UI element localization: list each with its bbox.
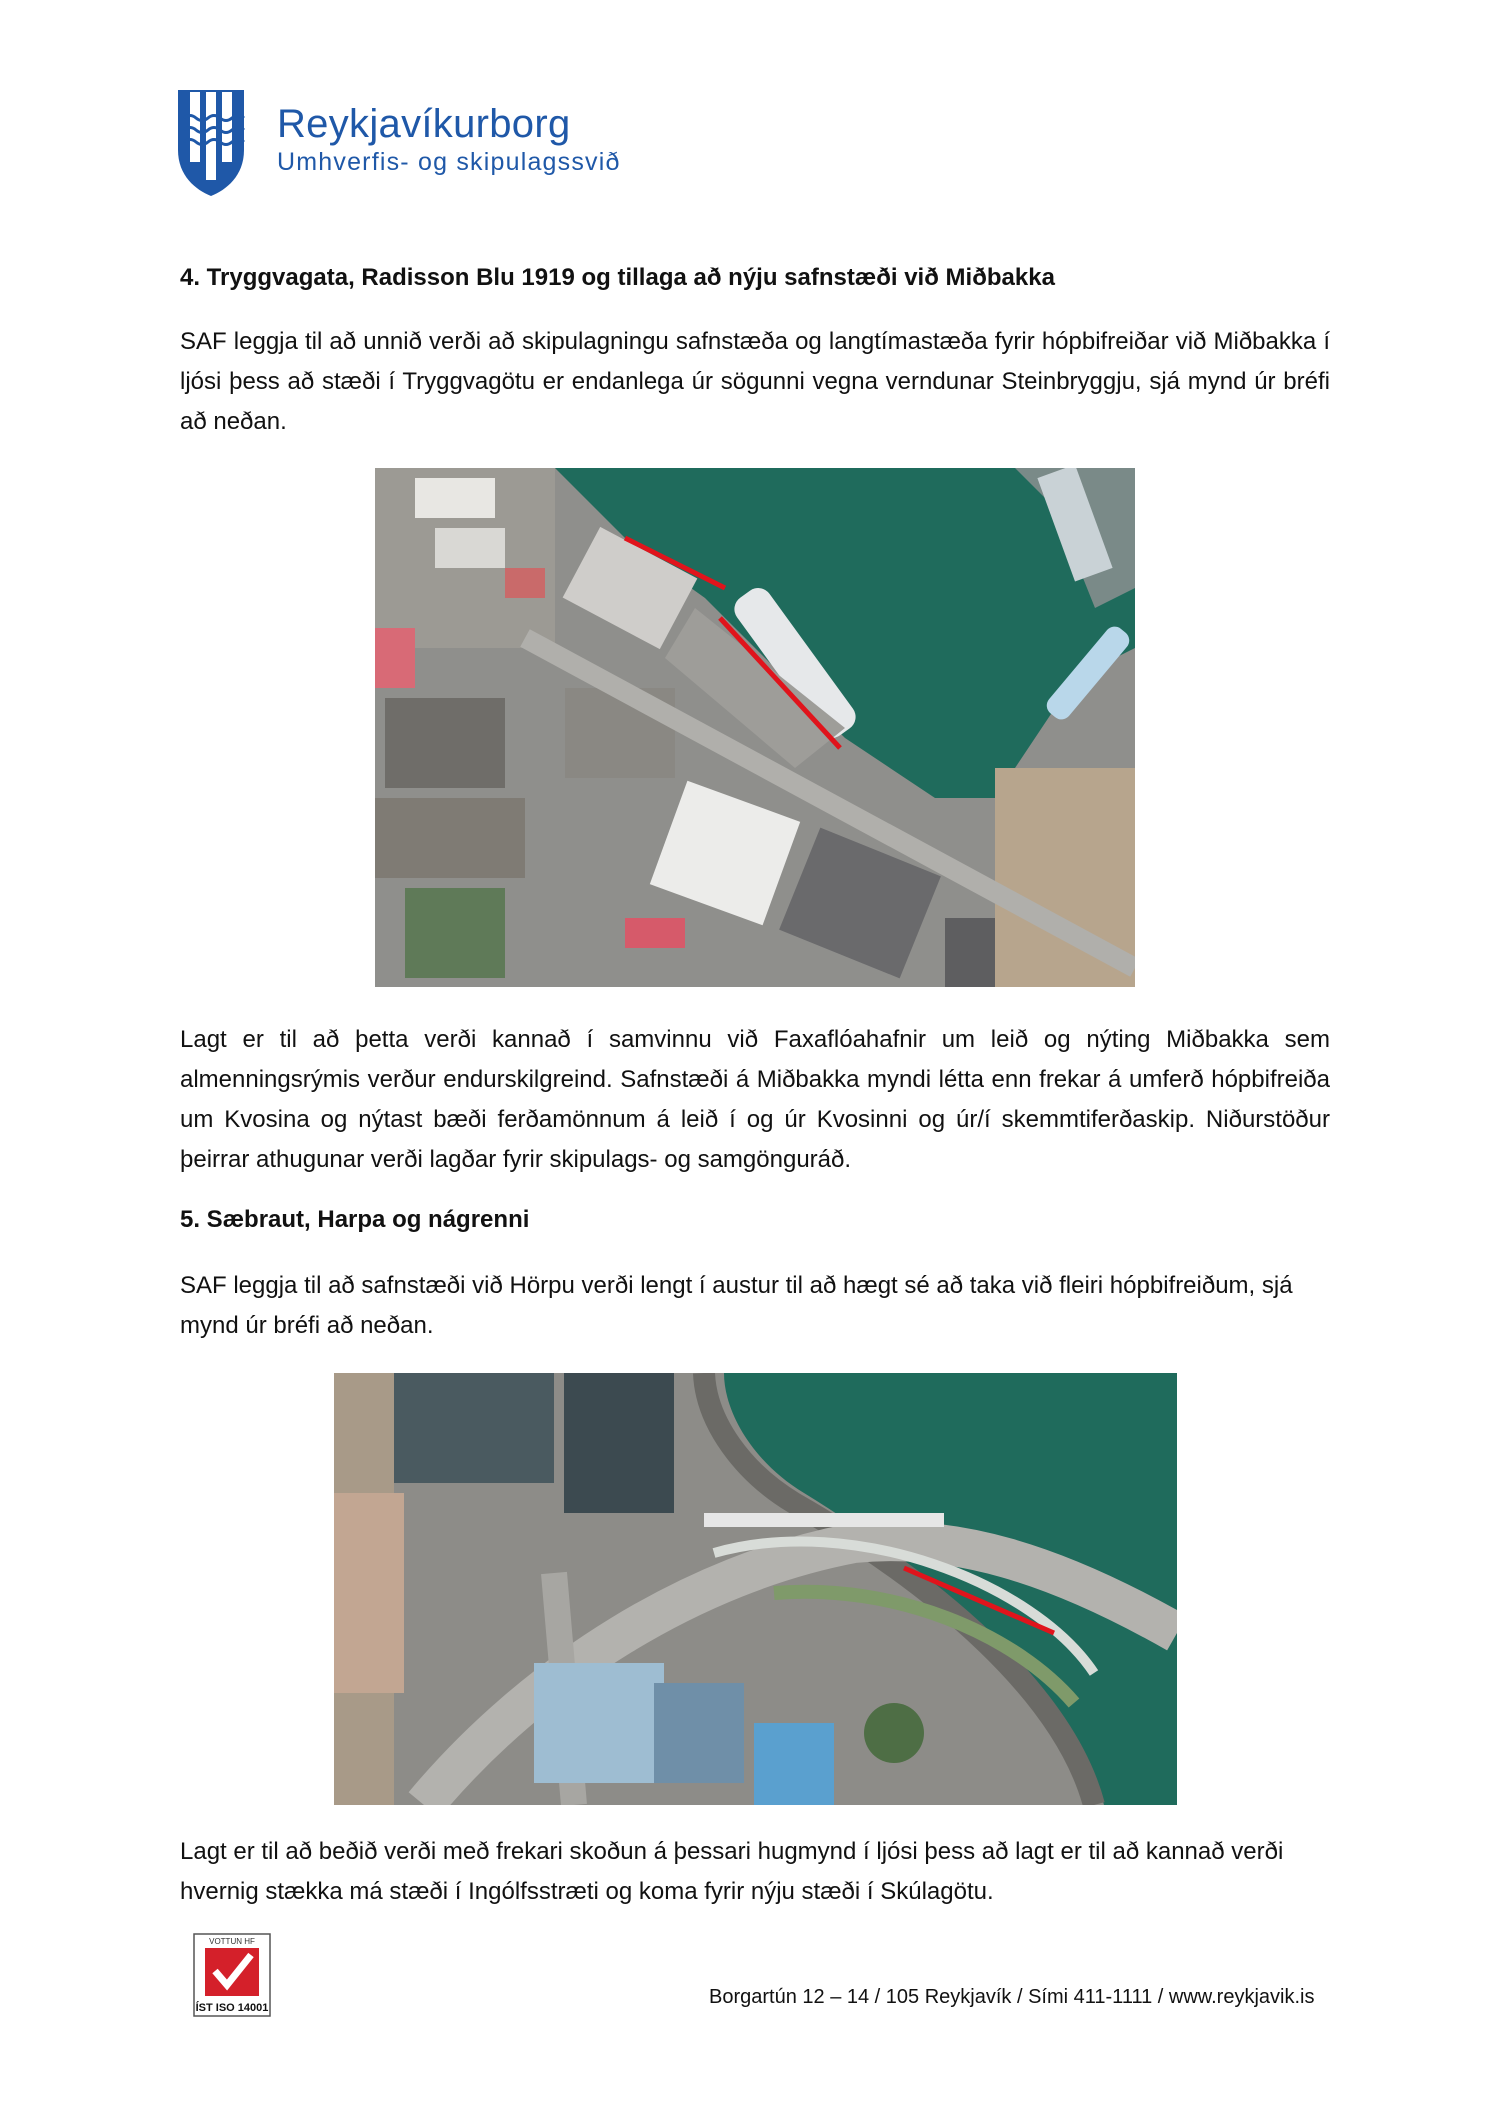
- organization-name: Reykjavíkurborg: [277, 102, 571, 146]
- aerial-photo-midbakki: [375, 468, 1135, 987]
- department-name: Umhverfis- og skipulagssvið: [277, 148, 621, 176]
- aerial-photo-harpa: [334, 1373, 1177, 1805]
- section-4-heading: 4. Tryggvagata, Radisson Blu 1919 og tillaga að nýju safnstæði við Miðbakka: [180, 264, 1055, 291]
- footer-address: Borgartún 12 – 14 / 105 Reykjavík / Sími 411-1111 / www.reykjavik.is: [709, 1986, 1315, 2008]
- cert-top-text: VOTTUN HF: [209, 1937, 255, 1946]
- section-4-paragraph-1: SAF leggja til að unnið verði að skipulagningu safnstæða og langtímastæða fyrir hópbifreiðar við Miðbakka í ljósi þess að stæði í Tryggvagötu er endanlega úr sögunni vegna verndunar Steinbryggju, sjá mynd úr bréfi að neðan.: [180, 328, 1330, 435]
- section-5-heading: 5. Sæbraut, Harpa og nágrenni: [180, 1206, 530, 1233]
- cert-bottom-text: ÍST ISO 14001: [195, 2002, 269, 2014]
- section-5-paragraph-2: Lagt er til að beðið verði með frekari skoðun á þessari hugmynd í ljósi þess að lagt er til að kannað verði hvernig stækka má stæði í Ingólfsstræti og koma fyrir nýju stæði í Skúlagötu.: [180, 1838, 1284, 1905]
- city-coat-of-arms-icon: [176, 88, 246, 198]
- section-5-paragraph-1: SAF leggja til að safnstæði við Hörpu verði lengt í austur til að hægt sé að taka við fleiri hópbifreiðum, sjá mynd úr bréfi að neðan.: [180, 1272, 1293, 1339]
- iso-certification-badge: [193, 1933, 271, 2017]
- section-4-paragraph-2: Lagt er til að þetta verði kannað í samvinnu við Faxaflóahafnir um leið og nýting Miðbakka sem almenningsrýmis verður endurskilgreind. Safnstæði á Miðbakka myndi létta enn frekar á umferð hópbifreiða um Kvosina og nýtast bæði ferðamönnum á leið í og úr Kvosinni og úr/í skemmtiferðaskip. Niðurstöður þeirrar athugunar verði lagðar fyrir skipulags- og samgönguráð.: [180, 1026, 1330, 1173]
